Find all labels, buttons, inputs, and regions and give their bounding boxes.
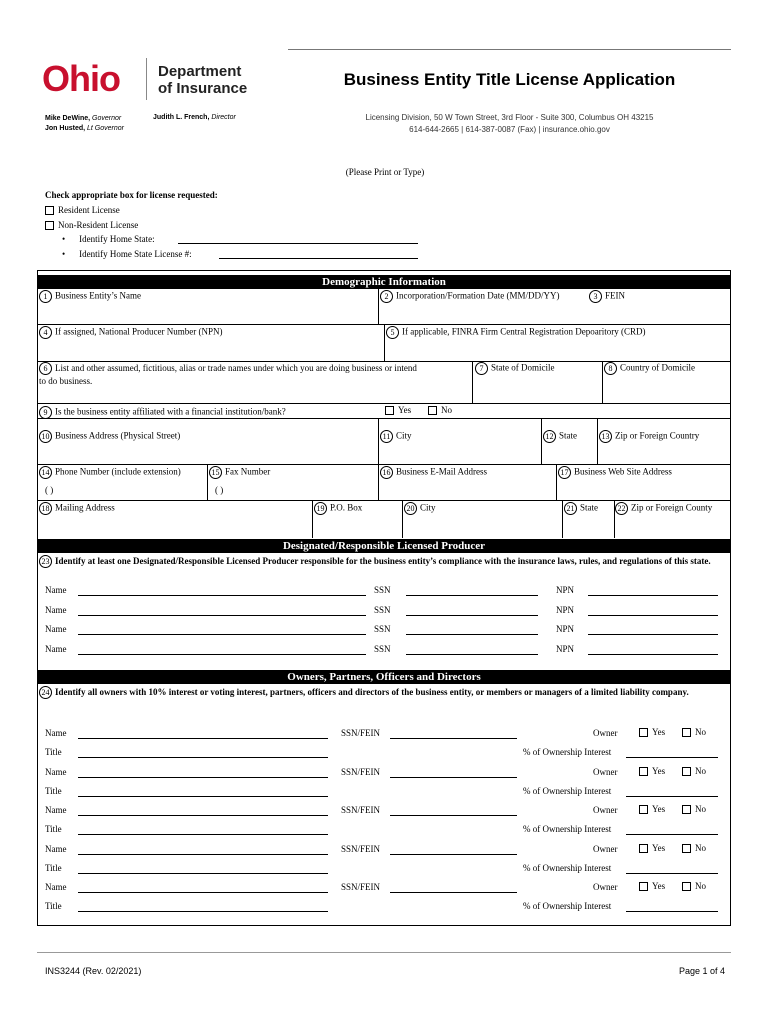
bank-no-option[interactable]: No xyxy=(428,405,452,415)
home-license-item: • Identify Home State License #: xyxy=(62,249,192,259)
form-id: INS3244 (Rev. 02/2021) xyxy=(45,966,142,976)
owner-yes-option[interactable]: Yes xyxy=(639,843,665,853)
owner-title-label: Title xyxy=(45,863,62,873)
divider xyxy=(597,418,598,464)
field-city[interactable]: 11 City xyxy=(380,430,412,443)
number-22-icon: 22 xyxy=(615,502,628,515)
department-name: Department of Insurance xyxy=(158,63,248,97)
field-state[interactable]: 12 State xyxy=(543,430,577,443)
owner-ssnfein-label: SSN/FEIN xyxy=(341,805,381,815)
owner-name-label: Name xyxy=(45,728,67,738)
field-business-address[interactable]: 10 Business Address (Physical Street) xyxy=(39,430,180,443)
owner-ssnfein-line[interactable] xyxy=(390,892,517,893)
divider xyxy=(472,361,473,403)
field-mailing-address[interactable]: 18 Mailing Address xyxy=(39,502,115,515)
bullet-icon: • xyxy=(62,234,66,244)
footer-rule xyxy=(37,952,731,953)
number-9-icon: 9 xyxy=(39,406,52,419)
owner-name-label: Name xyxy=(45,844,67,854)
owner-title-line[interactable] xyxy=(78,834,328,835)
number-4-icon: 4 xyxy=(39,326,52,339)
owner-name-line[interactable] xyxy=(78,738,328,739)
owner-no-option[interactable]: No xyxy=(682,766,706,776)
owner-pct-label: % of Ownership Interest xyxy=(523,747,612,757)
number-10-icon: 10 xyxy=(39,430,52,443)
owner-yes-checkbox[interactable] xyxy=(639,882,648,891)
divider xyxy=(378,464,379,500)
owner-yes-checkbox[interactable] xyxy=(639,767,648,776)
owner-title-line[interactable] xyxy=(78,796,328,797)
owner-name-label: Name xyxy=(45,767,67,777)
number-13-icon: 13 xyxy=(599,430,612,443)
divider xyxy=(312,500,313,538)
owner-name-line[interactable] xyxy=(78,892,328,893)
number-24-icon: 24 xyxy=(39,686,52,699)
owner-no-option[interactable]: No xyxy=(682,881,706,891)
designated-ssn-label: SSN xyxy=(374,605,391,615)
owner-title-line[interactable] xyxy=(78,873,328,874)
designated-ssn-line[interactable] xyxy=(406,595,538,596)
owner-pct-label: % of Ownership Interest xyxy=(523,901,612,911)
owner-name-line[interactable] xyxy=(78,854,328,855)
designated-ssn-line[interactable] xyxy=(406,615,538,616)
owner-yes-checkbox[interactable] xyxy=(639,844,648,853)
divider xyxy=(378,288,379,324)
home-state-line[interactable] xyxy=(178,243,418,244)
owner-name-line[interactable] xyxy=(78,777,328,778)
owner-no-checkbox[interactable] xyxy=(682,844,691,853)
division-address: Licensing Division, 50 W Town Street, 3rd Floor - Suite 300, Columbus OH 43215 xyxy=(365,113,654,122)
owner-pct-line[interactable] xyxy=(626,757,718,758)
field-zip[interactable]: 13 Zip or Foreign Country xyxy=(599,430,699,443)
field-state-domicile[interactable]: 7 State of Domicile xyxy=(475,362,554,375)
divider xyxy=(562,500,563,538)
designated-name-label: Name xyxy=(45,644,67,654)
owner-pct-line[interactable] xyxy=(626,873,718,874)
owner-ssnfein-line[interactable] xyxy=(390,777,517,778)
designated-name-label: Name xyxy=(45,624,67,634)
page-number: Page 1 of 4 xyxy=(678,966,725,976)
divider xyxy=(207,464,208,500)
number-6-icon: 6 xyxy=(39,362,52,375)
owner-yes-option[interactable]: Yes xyxy=(639,727,665,737)
resident-option[interactable]: Resident License xyxy=(45,205,120,215)
designated-npn-label: NPN xyxy=(556,644,575,654)
owner-title-label: Title xyxy=(45,786,62,796)
bank-yes-option[interactable]: Yes xyxy=(385,405,411,415)
owner-owner-label: Owner xyxy=(593,767,618,777)
owner-name-label: Name xyxy=(45,805,67,815)
owner-yes-checkbox[interactable] xyxy=(639,728,648,737)
owner-no-option[interactable]: No xyxy=(682,727,706,737)
owner-ssnfein-label: SSN/FEIN xyxy=(341,882,381,892)
number-12-icon: 12 xyxy=(543,430,556,443)
field-fax[interactable]: 15 Fax Number xyxy=(209,466,270,479)
number-7-icon: 7 xyxy=(475,362,488,375)
number-18-icon: 18 xyxy=(39,502,52,515)
field-fein[interactable]: 3 FEIN xyxy=(589,290,625,303)
row-rule xyxy=(37,418,731,419)
designated-name-line[interactable] xyxy=(78,634,366,635)
owners-instructions: 24 Identify all owners with 10% interest or voting interest, partners, officers and directors of the business entity, or members or managers of a limited liability company. xyxy=(39,686,727,699)
field-incorporation-date[interactable]: 2 Incorporation/Formation Date (MM/DD/YY) xyxy=(380,290,559,303)
fax-paren: ( ) xyxy=(215,485,224,495)
home-license-line[interactable] xyxy=(219,258,418,259)
owner-yes-option[interactable]: Yes xyxy=(639,766,665,776)
row-rule xyxy=(37,500,731,501)
designated-name-label: Name xyxy=(45,585,67,595)
designated-name-line[interactable] xyxy=(78,654,366,655)
designated-npn-label: NPN xyxy=(556,605,575,615)
designated-npn-label: NPN xyxy=(556,585,575,595)
number-20-icon: 20 xyxy=(404,502,417,515)
demographic-heading: Demographic Information xyxy=(37,275,731,289)
designated-npn-line[interactable] xyxy=(588,595,718,596)
owner-pct-label: % of Ownership Interest xyxy=(523,824,612,834)
field-country-domicile[interactable]: 8 Country of Domicile xyxy=(604,362,695,375)
owner-no-checkbox[interactable] xyxy=(682,728,691,737)
owner-owner-label: Owner xyxy=(593,805,618,815)
field-mailing-zip[interactable]: 22 Zip or Foreign County xyxy=(615,502,712,515)
field-po-box[interactable]: 19 P.O. Box xyxy=(314,502,362,515)
owner-no-checkbox[interactable] xyxy=(682,767,691,776)
owner-ssnfein-label: SSN/FEIN xyxy=(341,728,381,738)
owner-no-checkbox[interactable] xyxy=(682,805,691,814)
field-affiliated-bank: 9 Is the business entity affiliated with a financial institution/bank? xyxy=(39,406,286,419)
field-trade-names[interactable]: 6 List and other assumed, fictitious, alias or trade names under which you are doing business or intend to do business. xyxy=(39,363,417,387)
divider xyxy=(556,464,557,500)
license-heading: Check appropriate box for license requested: xyxy=(45,190,218,200)
owner-title-label: Title xyxy=(45,901,62,911)
field-mailing-state[interactable]: 21 State xyxy=(564,502,598,515)
owner-name-line[interactable] xyxy=(78,815,328,816)
owner-pct-label: % of Ownership Interest xyxy=(523,786,612,796)
governor-block: Mike DeWine, Governor Jon Husted, Lt Governor xyxy=(45,115,124,132)
header-rule xyxy=(288,49,731,50)
designated-ssn-line[interactable] xyxy=(406,634,538,635)
owner-no-option[interactable]: No xyxy=(682,843,706,853)
bank-no-checkbox[interactable] xyxy=(428,406,437,415)
owner-owner-label: Owner xyxy=(593,728,618,738)
field-npn[interactable]: 4 If assigned, National Producer Number (NPN) xyxy=(39,326,222,339)
number-17-icon: 17 xyxy=(558,466,571,479)
owner-no-checkbox[interactable] xyxy=(682,882,691,891)
number-23-icon: 23 xyxy=(39,555,52,568)
ohio-logo-text: Ohio xyxy=(42,58,120,99)
owner-owner-label: Owner xyxy=(593,882,618,892)
owner-pct-label: % of Ownership Interest xyxy=(523,863,612,873)
designated-ssn-line[interactable] xyxy=(406,654,538,655)
owners-heading: Owners, Partners, Officers and Directors xyxy=(37,670,731,684)
owner-pct-line[interactable] xyxy=(626,796,718,797)
designated-heading: Designated/Responsible Licensed Producer xyxy=(37,539,731,553)
owner-title-label: Title xyxy=(45,747,62,757)
owner-title-label: Title xyxy=(45,824,62,834)
number-11-icon: 11 xyxy=(380,430,393,443)
divider xyxy=(378,418,379,464)
number-15-icon: 15 xyxy=(209,466,222,479)
designated-npn-line[interactable] xyxy=(588,615,718,616)
field-business-name[interactable]: 1 Business Entity’s Name xyxy=(39,290,141,303)
owner-yes-option[interactable]: Yes xyxy=(639,804,665,814)
director-block: Judith L. French, Director xyxy=(153,114,236,121)
owner-yes-option[interactable]: Yes xyxy=(639,881,665,891)
bullet-icon: • xyxy=(62,249,66,259)
number-8-icon: 8 xyxy=(604,362,617,375)
divider xyxy=(602,361,603,403)
number-19-icon: 19 xyxy=(314,502,327,515)
divider xyxy=(402,500,403,538)
owner-title-line[interactable] xyxy=(78,757,328,758)
bank-yes-checkbox[interactable] xyxy=(385,406,394,415)
number-5-icon: 5 xyxy=(386,326,399,339)
owner-ssnfein-label: SSN/FEIN xyxy=(341,844,381,854)
owner-ssnfein-label: SSN/FEIN xyxy=(341,767,381,777)
owner-owner-label: Owner xyxy=(593,844,618,854)
field-mailing-city[interactable]: 20 City xyxy=(404,502,436,515)
designated-npn-line[interactable] xyxy=(588,634,718,635)
row-rule xyxy=(37,464,731,465)
owner-ssnfein-line[interactable] xyxy=(390,854,517,855)
field-crd[interactable]: 5 If applicable, FINRA Firm Central Registration Depoaritory (CRD) xyxy=(386,326,645,339)
designated-name-line[interactable] xyxy=(78,595,366,596)
owner-name-label: Name xyxy=(45,882,67,892)
designated-ssn-label: SSN xyxy=(374,585,391,595)
designated-ssn-label: SSN xyxy=(374,624,391,634)
nonresident-option[interactable]: Non-Resident License xyxy=(45,220,138,230)
logo-divider xyxy=(146,58,147,100)
division-contact: 614-644-2665 | 614-387-0087 (Fax) | insurance.ohio.gov xyxy=(409,125,610,134)
designated-npn-label: NPN xyxy=(556,624,575,634)
owner-yes-checkbox[interactable] xyxy=(639,805,648,814)
designated-name-line[interactable] xyxy=(78,615,366,616)
owner-pct-line[interactable] xyxy=(626,911,718,912)
resident-checkbox[interactable] xyxy=(45,206,54,215)
number-21-icon: 21 xyxy=(564,502,577,515)
designated-npn-line[interactable] xyxy=(588,654,718,655)
owner-pct-line[interactable] xyxy=(626,834,718,835)
number-16-icon: 16 xyxy=(380,466,393,479)
owner-ssnfein-line[interactable] xyxy=(390,738,517,739)
designated-ssn-label: SSN xyxy=(374,644,391,654)
number-2-icon: 2 xyxy=(380,290,393,303)
field-website[interactable]: 17 Business Web Site Address xyxy=(558,466,672,479)
designated-name-label: Name xyxy=(45,605,67,615)
divider xyxy=(541,418,542,464)
ohio-logo xyxy=(42,58,120,100)
field-email[interactable]: 16 Business E-Mail Address xyxy=(380,466,487,479)
print-note: (Please Print or Type) xyxy=(345,167,425,177)
nonresident-checkbox[interactable] xyxy=(45,221,54,230)
row-rule xyxy=(37,403,731,404)
designated-instructions: 23 Identify at least one Designated/Responsible Licensed Producer responsible for the business entity’s compliance with the insurance laws, rules, and regulations of this state. xyxy=(39,555,727,568)
owner-no-option[interactable]: No xyxy=(682,804,706,814)
page-title: Business Entity Title License Application xyxy=(343,70,676,89)
divider xyxy=(384,324,385,361)
owner-title-line[interactable] xyxy=(78,911,328,912)
number-1-icon: 1 xyxy=(39,290,52,303)
field-phone[interactable]: 14 Phone Number (include extension) xyxy=(39,466,181,479)
home-state-item: • Identify Home State: xyxy=(62,234,155,244)
phone-paren: ( ) xyxy=(45,485,54,495)
number-14-icon: 14 xyxy=(39,466,52,479)
owner-ssnfein-line[interactable] xyxy=(390,815,517,816)
number-3-icon: 3 xyxy=(589,290,602,303)
